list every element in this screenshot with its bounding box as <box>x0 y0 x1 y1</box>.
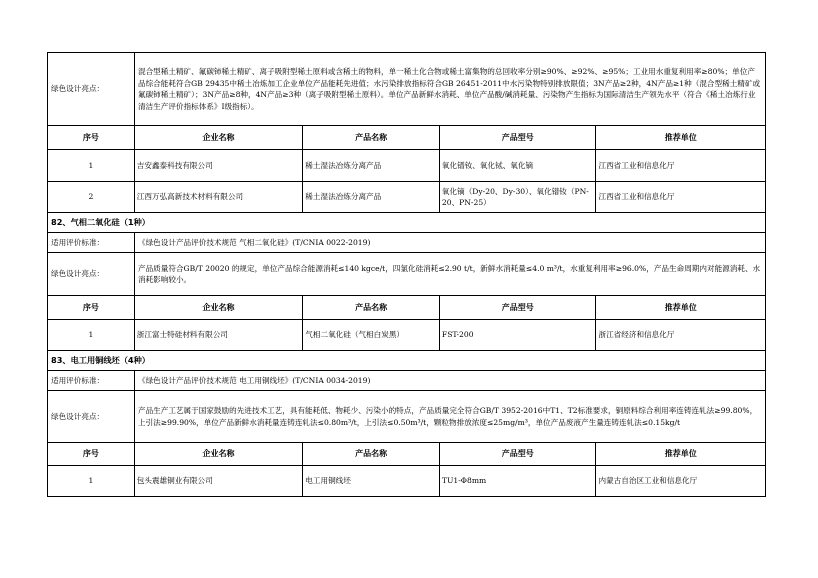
row-no: 2 <box>48 182 135 212</box>
table-header <box>47 443 766 466</box>
row-product-name: 气相二氧化硅（气相白炭黑） <box>303 320 440 350</box>
row-product-model: 氧化镨钕、氧化铽、氧化镝 <box>440 150 597 181</box>
row-no: 1 <box>48 320 135 350</box>
highlights-row <box>47 253 766 296</box>
document-table <box>47 52 766 497</box>
standard-label: 适用评价标准： <box>48 233 135 252</box>
row-product-model: TU1-Φ8mm <box>440 466 597 496</box>
standard-label: 适用评价标准： <box>48 371 135 390</box>
row-no: 1 <box>48 466 135 496</box>
highlights-label: 绿色设计亮点： <box>48 53 135 125</box>
header-product-model: 产品型号 <box>440 296 597 319</box>
highlights-text: 产品生产工艺属于国家鼓励的先进技术工艺，具有能耗低、物耗少、污染小的特点，产品质量完全符合GB/T 3952-2016中T1、T2标准要求，铜原料综合利用率连铸连轧法≥99.80%，上引法≥99.90%，单位产品新鲜水消耗量连铸连轧法≤0.80m³/t，上引法≤0.50m³/t，颗粒物排放浓度≤25mg/m³，单位产品废液产生量连铸连轧法≤0.15kg/t <box>138 406 758 427</box>
row-recommender: 江西省工业和信息化厅 <box>598 160 675 170</box>
section-title-row <box>47 213 766 233</box>
highlights-text: 混合型稀土精矿、氟碳铈稀土精矿、离子吸附型稀土原料或含稀土的物料，单一稀土化合物或稀土富集物的总回收率分别≥90%、≥92%、≥95%；工业用水重复利用率≥80%；单位产品综合能耗符合GB 29435中稀土冶炼加工企业单位产品能耗先进值；水污染排放指标符合GB 26451-2011中水污染物特别排放限值；3N产品≥2种，4N产品≥1种（混合型稀土精矿或氟碳铈稀土精矿）；3N产品≥8种，4N产品≥3种（离子吸附型稀土原料）。单位产品新鲜水消耗、单位产品酸/碱消耗量、污染物产生指标为国际清洁生产领先水平（符合《稀土冶炼行业清洁生产评价指标体系》Ⅰ级指标）。 <box>138 67 761 111</box>
header-recommender: 推荐单位 <box>664 449 697 459</box>
section-title: 83、电工用铜线坯（4种） <box>51 354 150 365</box>
row-product-name: 稀土湿法冶炼分离产品 <box>303 182 440 212</box>
header-no: 序号 <box>48 296 135 319</box>
highlights-label: 绿色设计亮点： <box>48 391 135 442</box>
header-product-model: 产品型号 <box>440 443 597 465</box>
header-product-name: 产品名称 <box>303 443 440 465</box>
section-title: 82、气相二氧化硅（1种） <box>51 216 150 227</box>
standard-row <box>47 371 766 391</box>
row-product-name: 稀土湿法冶炼分离产品 <box>303 150 440 181</box>
row-no: 1 <box>48 150 135 181</box>
highlights-row <box>47 52 766 126</box>
standard-row <box>47 233 766 253</box>
row-company: 江西万弘高新技术材料有限公司 <box>135 182 304 212</box>
row-product-model: FST-200 <box>440 320 597 350</box>
row-company: 浙江富士特硅材料有限公司 <box>135 320 304 350</box>
section-title-row <box>47 351 766 371</box>
table-header <box>47 126 766 150</box>
table-row <box>47 320 766 351</box>
header-recommender: 推荐单位 <box>664 132 697 142</box>
table-row <box>47 150 766 182</box>
row-recommender: 江西省工业和信息化厅 <box>598 192 675 202</box>
header-company: 企业名称 <box>135 126 304 149</box>
table-row <box>47 182 766 213</box>
header-no: 序号 <box>48 443 135 465</box>
highlights-row <box>47 391 766 443</box>
header-product-name: 产品名称 <box>303 126 440 149</box>
row-recommender: 内蒙古自治区工业和信息化厅 <box>598 476 698 486</box>
highlights-text: 产品质量符合GB/T 20020 的规定，单位产品综合能源消耗≤140 kgce/t，四氯化硅消耗≤2.90 t/t，新鲜水消耗量≤4.0 m³/t，水重复利用率≥96.0%，产品生命周期内对能源消耗、水消耗影响较小。 <box>138 263 761 284</box>
row-company: 吉安鑫泰科技有限公司 <box>135 150 304 181</box>
table-row <box>47 466 766 497</box>
row-company: 包头震雄铜业有限公司 <box>135 466 304 496</box>
highlights-label: 绿色设计亮点： <box>48 253 135 295</box>
header-product-name: 产品名称 <box>303 296 440 319</box>
table-header <box>47 296 766 320</box>
standard-text: 《绿色设计产品评价技术规范 气相二氧化硅》(T/CNIA 0022-2019) <box>138 237 371 247</box>
header-product-model: 产品型号 <box>440 126 597 149</box>
header-company: 企业名称 <box>135 296 304 319</box>
row-product-name: 电工用铜线坯 <box>303 466 440 496</box>
standard-text: 《绿色设计产品评价技术规范 电工用铜线坯》(T/CNIA 0034-2019) <box>138 375 371 385</box>
header-company: 企业名称 <box>135 443 304 465</box>
header-no: 序号 <box>48 126 135 149</box>
header-recommender: 推荐单位 <box>664 302 697 312</box>
row-recommender: 浙江省经济和信息化厅 <box>598 330 675 340</box>
row-product-model: 氧化镝（Dy-20、Dy-30）、氧化镨钕（PN-20、PN-25） <box>440 182 597 212</box>
